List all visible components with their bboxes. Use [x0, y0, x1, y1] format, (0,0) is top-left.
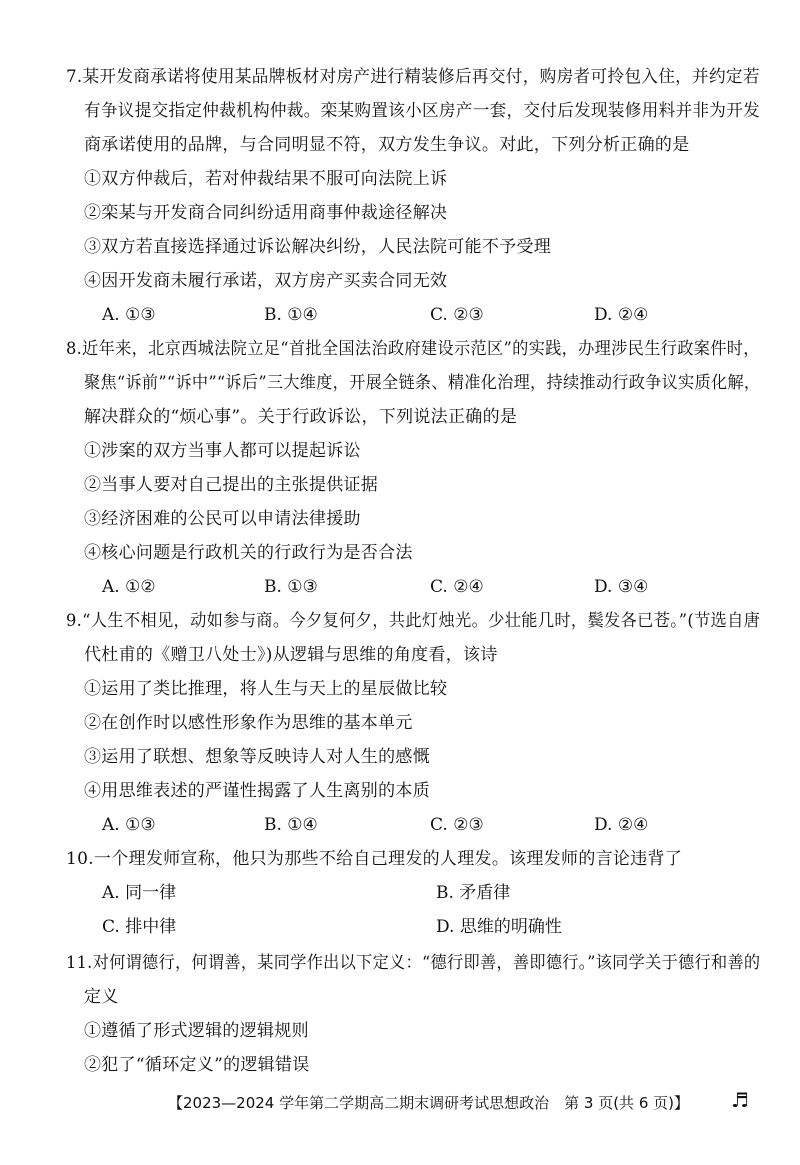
- q11-stem-line-1: 11.对何谓德行，何谓善，某同学作出以下定义：“德行即善，善即德行。”该同学关于德行和善的: [66, 953, 761, 973]
- q11-stem-line-2: 定义: [84, 987, 119, 1007]
- q8-stem-line-1: 8.近年来，北京西城法院立足“首批全国法治政府建设示范区”的实践，办理涉民生行政案件时，: [66, 339, 760, 359]
- q7-option-d: D. ②④: [594, 305, 649, 325]
- q7-option-a: A. ①③: [102, 305, 156, 325]
- q7-item-2: ②栾某与开发商合同纠纷适用商事仲裁途径解决: [84, 203, 448, 223]
- q9-option-a: A. ①③: [102, 815, 156, 835]
- q8-item-4: ④核心问题是行政机关的行政行为是否合法: [84, 543, 413, 563]
- q7-item-1: ①双方仲裁后，若对仲裁结果不服可向法院上诉: [84, 169, 448, 189]
- q8-item-1: ①涉案的双方当事人都可以提起诉讼: [84, 441, 361, 461]
- music-note-icon: ♬: [731, 1088, 749, 1112]
- q8-option-d: D. ③④: [594, 577, 649, 597]
- q8-option-a: A. ①②: [102, 577, 156, 597]
- q9-item-4: ④用思维表述的严谨性揭露了人生离别的本质: [84, 781, 430, 801]
- q9-option-b: B. ①④: [264, 815, 318, 835]
- q10-option-a: A. 同一律: [102, 883, 177, 903]
- q10-option-c: C. 排中律: [102, 917, 177, 937]
- q7-option-b: B. ①④: [264, 305, 318, 325]
- q10-stem-line-1: 10.一个理发师宣称，他只为那些不给自己理发的人理发。该理发师的言论违背了: [66, 849, 683, 869]
- q11-item-1: ①遵循了形式逻辑的逻辑规则: [84, 1021, 309, 1041]
- q7-item-3: ③双方若直接选择通过诉讼解决纠纷，人民法院可能不予受理: [84, 237, 552, 257]
- q9-option-d: D. ②④: [594, 815, 649, 835]
- q8-option-c: C. ②④: [430, 577, 484, 597]
- q9-option-c: C. ②③: [430, 815, 484, 835]
- q8-stem-line-3: 解决群众的“烦心事”。关于行政诉讼，下列说法正确的是: [84, 407, 518, 427]
- q8-option-b: B. ①③: [264, 577, 318, 597]
- q8-stem-line-2: 聚焦“诉前”“诉中”“诉后”三大维度，开展全链条、精准化治理，持续推动行政争议实质化解，: [84, 373, 761, 393]
- page-footer: 【2023—2024 学年第二学期高二期末调研考试思想政治 第 3 页(共 6 页)】: [168, 1094, 689, 1112]
- q7-item-4: ④因开发商未履行承诺，双方房产买卖合同无效: [84, 271, 448, 291]
- q10-option-d: D. 思维的明确性: [436, 917, 562, 937]
- q9-item-3: ③运用了联想、想象等反映诗人对人生的感慨: [84, 747, 430, 767]
- q9-item-1: ①运用了类比推理，将人生与天上的星辰做比较: [84, 679, 448, 699]
- q9-stem-line-1: 9.“人生不相见，动如参与商。今夕复何夕，共此灯烛光。少壮能几时，鬓发各已苍。”(节选自唐: [66, 611, 761, 631]
- q7-option-c: C. ②③: [430, 305, 484, 325]
- q9-item-2: ②在创作时以感性形象作为思维的基本单元: [84, 713, 413, 733]
- q7-stem-line-1: 7.某开发商承诺将使用某品牌板材对房产进行精装修后再交付，购房者可拎包入住，并约定若: [66, 67, 760, 87]
- q8-item-2: ②当事人要对自己提出的主张提供证据: [84, 475, 379, 495]
- q7-stem-line-3: 商承诺使用的品牌，与合同明显不符，双方发生争议。对此，下列分析正确的是: [84, 135, 690, 155]
- q11-item-2: ②犯了“循环定义”的逻辑错误: [84, 1055, 310, 1075]
- q9-stem-line-2: 代杜甫的《赠卫八处士》)从逻辑与思维的角度看，该诗: [84, 645, 498, 665]
- q8-item-3: ③经济困难的公民可以申请法律援助: [84, 509, 361, 529]
- q10-option-b: B. 矛盾律: [436, 883, 511, 903]
- q7-stem-line-2: 有争议提交指定仲裁机构仲裁。栾某购置该小区房产一套，交付后发现装修用料并非为开发: [84, 101, 761, 121]
